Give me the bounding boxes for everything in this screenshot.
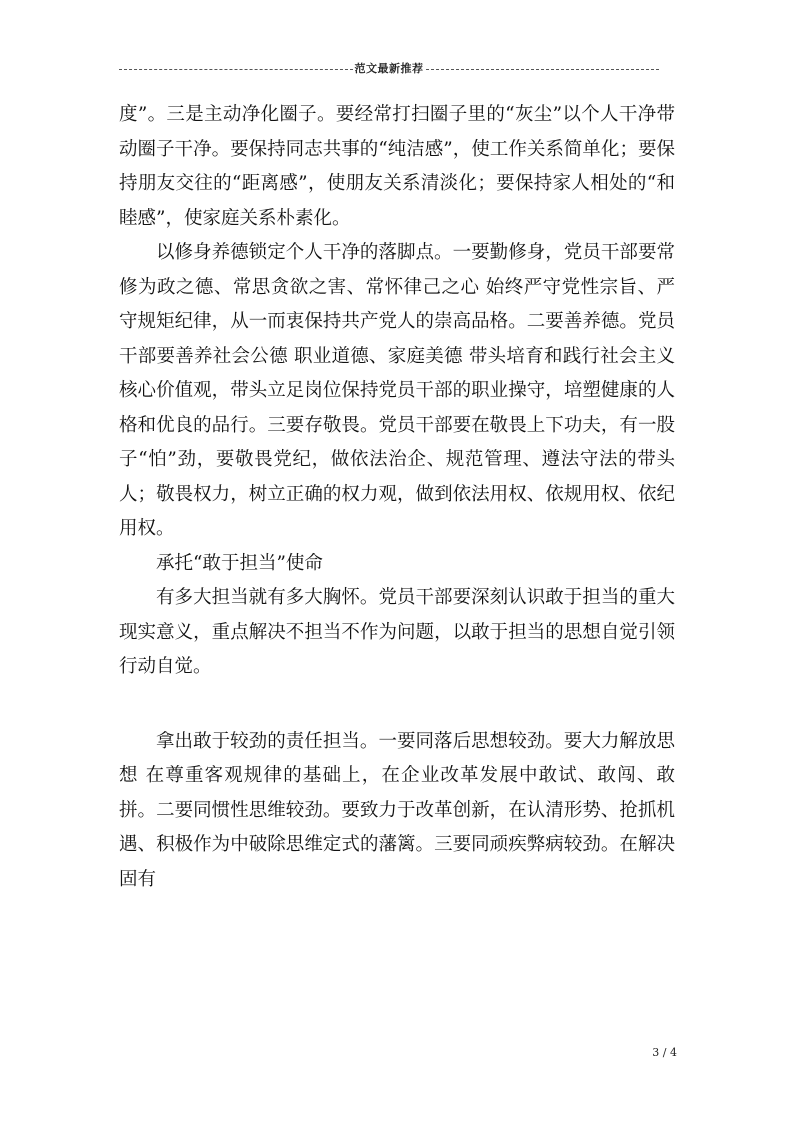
page-number: 3 / 4 xyxy=(652,1046,677,1059)
paragraph-responsibility: 有多大担当就有多大胸怀。党员干部要深刻认识敢于担当的重大现实意义，重点解决不担当不作为问题，以敢于担当的思想自觉引领行动自觉。 xyxy=(119,587,675,677)
document-body xyxy=(119,98,675,897)
paragraph-continued: 度”。三是主动净化圈子。要经常打扫圈子里的“灰尘”以个人干净带动圈子干净。要保持同志共事的“纯洁感”，使工作关系简单化；要保持朋友交往的“距离感”，使朋友关系清淡化；要保持家人相处的“和睦感”，使家庭关系朴素化。 xyxy=(119,104,675,229)
header-title: 范文最新推荐 xyxy=(354,62,424,75)
header-rule-right xyxy=(426,69,660,70)
section-heading: 承托“敢于担当”使命 xyxy=(156,552,323,574)
paragraph-self-cultivation: 以修身养德锁定个人干净的落脚点。一要勤修身，党员干部要常修为政之德、常思贪欲之害、常怀律己之心 始终严守党性宗旨、严守规矩纪律，从一而衷保持共产党人的崇高品格。二要善养德。党员干部要善养社会公德 职业道德、家庭美德 带头培育和践行社会主义核心价值观，带头立足岗位保持党员干部的职业操守，培塑健康的人格和优良的品行。三要存敬畏。党员干部要在敬畏上下功夫，有一股子“怕”劲，要敬畏党纪，做依法治企、规范管理、遵法守法的带头人；敬畏权力，树立正确的权力观，做到依法用权、依规用权、依纪用权。 xyxy=(119,242,675,539)
paragraph-commitment: 拿出敢于较劲的责任担当。一要同落后思想较劲。要大力解放思想 在尊重客观规律的基础上，在企业改革发展中敢试、敢闯、敢拼。二要同惯性思维较劲。要致力于改革创新，在认清形势、抢抓机遇、积极作为中破除思维定式的藩篱。三要同顽疾弊病较劲。在解决固有 xyxy=(119,730,675,890)
page-header xyxy=(119,58,659,78)
header-rule-left xyxy=(119,69,353,70)
